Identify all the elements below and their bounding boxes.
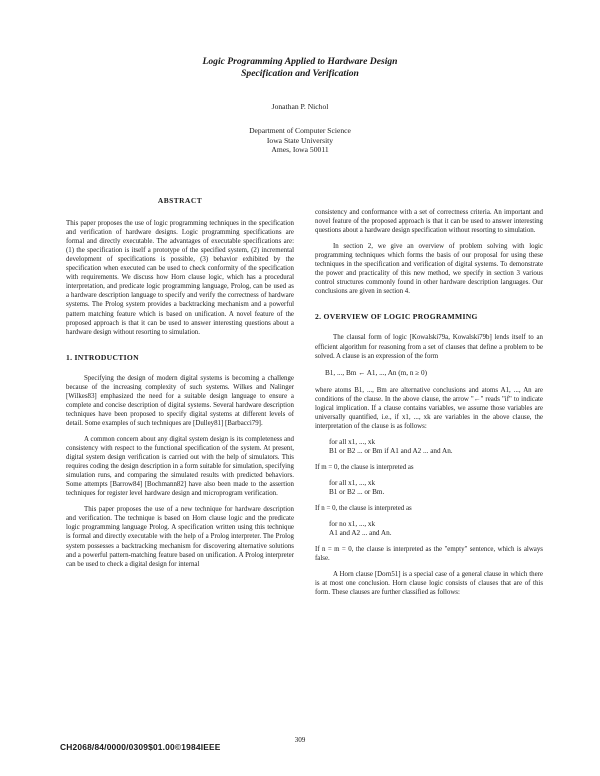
right-paragraph-1: consistency and conformance with a set of correctness criteria. An important and novel feature of the proposed approach is that it can be used to answer interesting questions about a hardware design specification without resorting to simulation. — [315, 209, 543, 235]
right-paragraph-2: In section 2, we give an overview of problem solving with logic programming techniques which forms the basis of our proposal for using these techniques in the specification and verification of digital systems. To demonstrate the power and practicality of this new method, we specify in section 3 various control structures commonly found in other hardware description languages. Our conclusions are given in section 4. — [315, 243, 543, 296]
interpretation-1-line-1: for all x1, ..., xk — [329, 437, 376, 446]
overview-paragraph-5: If n = m = 0, the clause is interpreted as the "empty" sentence, which is always false. — [315, 545, 543, 562]
right-column — [315, 208, 543, 604]
affiliation — [0, 126, 600, 155]
copyright-footer: CH2068/84/0000/0309$01.00©1984IEEE — [60, 742, 221, 752]
paper-title-line-1: Logic Programming Applied to Hardware Design — [202, 56, 398, 67]
interpretation-2-line-2: B1 or B2 ... or Bm. — [329, 488, 385, 497]
intro-paragraph-3: This paper proposes the use of a new technique for hardware description and verification. The technique is based on Horn clause logic and the predicate logic programming language Prolog. A specification written using this technique is formal and directly executable with the help of a Prolog interpreter. The Prolog system possesses a backtracking mechanism for discovering alternative solutions and a powerful pattern-matching feature based on unification. A Prolog interpreter can be used to check a digital design for internal — [66, 506, 294, 568]
overview-paragraph-2: where atoms B1, ..., Bm are alternative conclusions and atoms A1, ..., An are conditions of the clause. In the above clause, the arrow "←" reads "if" to indicate logical implication. If a clause contains variables, we assume those variables are universally quantified, i.e., if x1, ..., xk are variables in the above clause, the interpretation of the clause is as follows: — [315, 386, 543, 430]
affiliation-department: Department of Computer Science — [249, 126, 351, 135]
section-1-heading: 1. INTRODUCTION — [66, 352, 139, 362]
clause-formula-text: B1, ..., Bm ← A1, ..., An (m, n ≥ 0) — [325, 368, 427, 377]
intro-paragraph-1: Specifying the design of modern digital systems is becoming a challenge because of the increasing complexity of such systems. Wilkes and Nalinger [Wilkes83] emphasized the need for a suitable design language to ensure a complete and concise description of digital systems. Several hardware description techniques have been proposed to specify digital systems at different levels of detail. Some examples of such techniques are [Dulley81] [Barbacci79]. — [66, 374, 294, 427]
affiliation-university: Iowa State University — [266, 135, 334, 145]
abstract-heading: ABSTRACT — [157, 196, 203, 205]
overview-paragraph-1: The clausal form of logic [Kowalski79a, Kowalski79b] lends itself to an efficient algorithm for reasoning from a set of clauses that define a problem to be solved. A clause is an expression of the form — [315, 334, 543, 360]
interpretation-1-line-2: B1 or B2 ... or Bm if A1 and A2 ... and An. — [329, 447, 453, 456]
title-block — [0, 56, 600, 155]
abstract-text: This paper proposes the use of logic programming techniques in the specification and verification of hardware designs. Logic programming specifications are formal and directly executable. The advantages of executable specifications are: (1) the specification is itself a prototype of the specified system, (2) incremental development of specifications is possible, (3) behavior exhibited by the specification when executed can be used to check conformity of the specification with requirements. We discuss how Horn clause logic, which has a procedural interpretation, and predicate logic programming language, Prolog, can be used as a hardware description language to specify and verify the correctness of hardware systems. The Prolog system provides a backtracking mechanism and a powerful pattern matching feature which is based on unification. A novel feature of the proposed approach is that it can be used to answer interesting questions about a hardware design without resorting to simulation. — [66, 220, 294, 336]
interpretation-3-line-1: for no x1, ..., xk — [329, 519, 376, 528]
overview-paragraph-6: A Horn clause [Dorn51] is a special case of a general clause in which there is at most one conclusion. Horn clause logic consists of clauses that are of this form. These clauses are further classified as follows: — [315, 571, 543, 597]
interpretation-3 — [329, 520, 543, 539]
overview-paragraph-3: If m = 0, the clause is interpreted as — [315, 463, 414, 471]
interpretation-2-line-1: for all x1, ..., xk — [329, 478, 376, 487]
paper-title-line-2: Specification and Verification — [241, 68, 359, 79]
author-name: Jonathan P. Nichol — [271, 102, 329, 111]
interpretation-1 — [329, 438, 543, 457]
overview-paragraph-4: If n = 0, the clause is interpreted as — [315, 504, 412, 512]
intro-paragraph-2: A common concern about any digital system design is its completeness and consistency with respect to the functional specification of the system. At present, digital system design verification is carried out with the help of simulators. This requires coding the design description in a form suitable for simulation, specifying simulation runs, and comparing the simulated results with predicted behaviors. Some attempts [Barrow84] [Bochmann82] have also been made to the assertion techniques for register level hardware design and microprogram verification. — [66, 435, 294, 498]
left-column — [66, 196, 294, 576]
affiliation-city: Ames, Iowa 50011 — [271, 145, 329, 154]
interpretation-3-line-2: A1 and A2 ... and An. — [329, 529, 392, 538]
interpretation-2 — [329, 479, 543, 498]
clause-formula — [325, 368, 543, 378]
section-2-heading: 2. OVERVIEW OF LOGIC PROGRAMMING — [315, 312, 478, 322]
page-number: 309 — [294, 736, 306, 744]
